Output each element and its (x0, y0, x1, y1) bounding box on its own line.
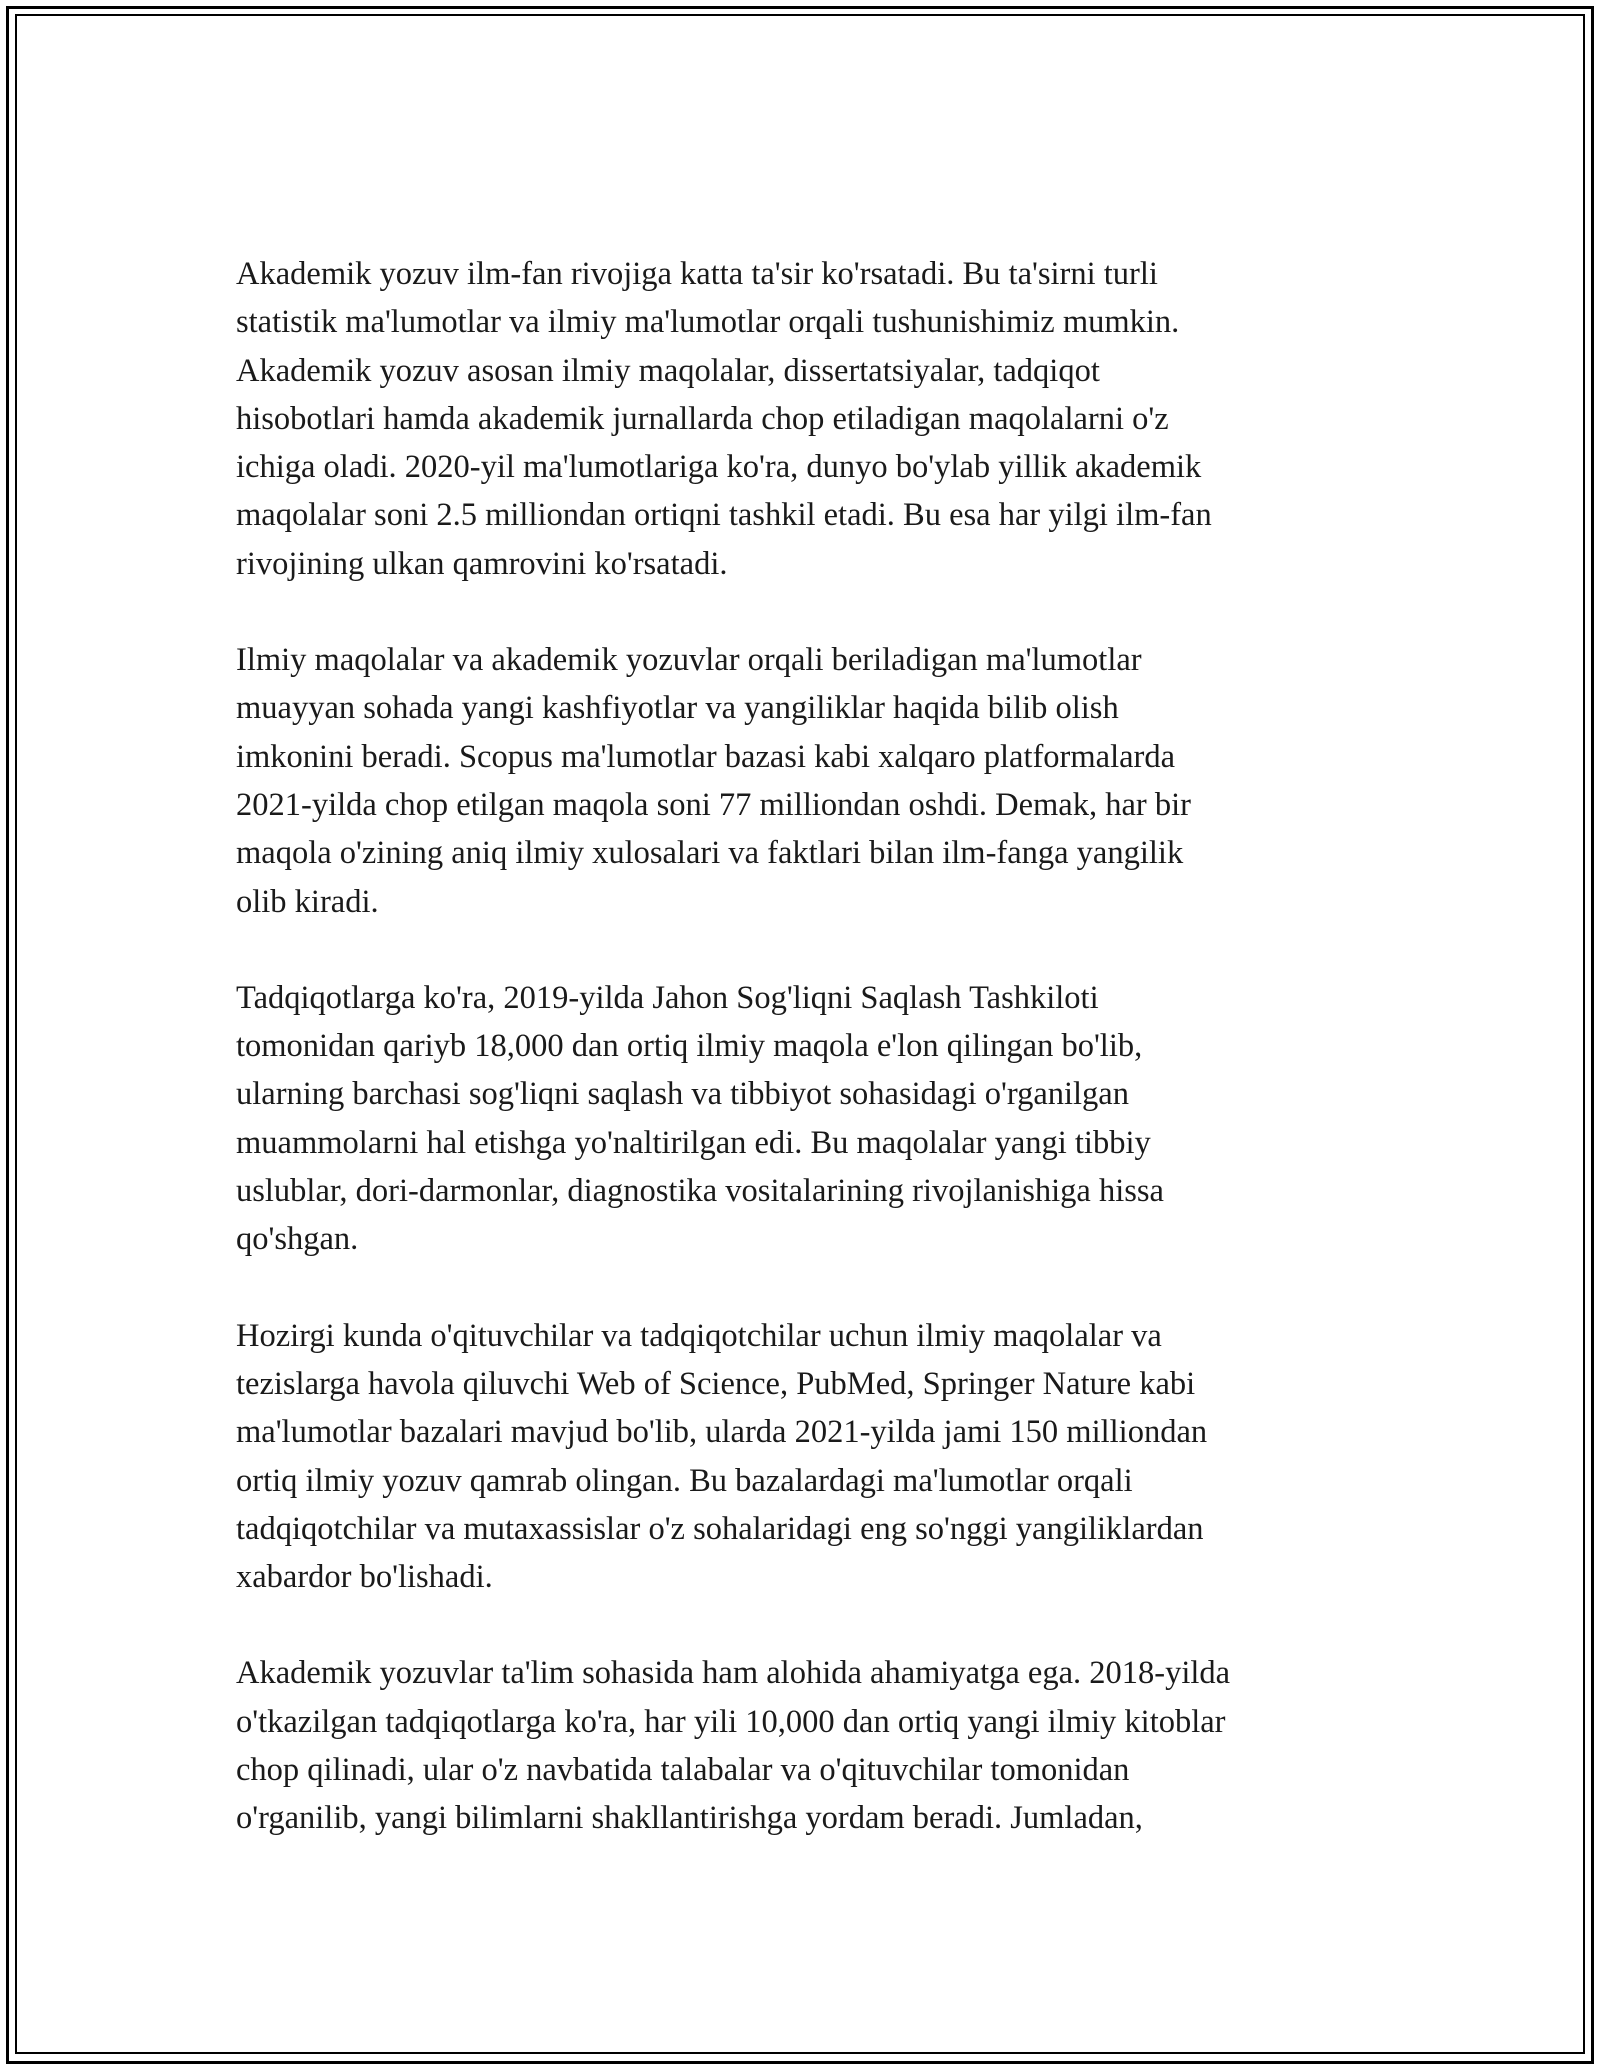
paragraph-2: Ilmiy maqolalar va akademik yozuvlar orqali beriladigan ma'lumotlar muayyan sohada yangi kashfiyotlar va yangiliklar haqida bilib olish imkonini beradi. Scopus ma'lumotlar bazasi kabi xalqaro platformalarda 2021-yilda chop etilgan maqola soni 77 milliondan oshdi. Demak, har bir maqola o'zining aniq ilmiy xulosalari va faktlari bilan ilm-fanga yangilik olib kiradi. (236, 642, 1191, 920)
document-body (236, 250, 1386, 1891)
paragraph-3: Tadqiqotlarga ko'ra, 2019-yilda Jahon Sog'liqni Saqlash Tashkiloti tomonidan qariyb 18,000 dan ortiq ilmiy maqola e'lon qilingan bo'lib, ularning barchasi sog'liqni saqlash va tibbiyot sohasidagi o'rganilgan muammolarni hal etishga yo'naltirilgan edi. Bu maqolalar yangi tibbiy uslublar, dori-darmonlar, diagnostika vositalarining rivojlanishiga hissa qo'shgan. (236, 979, 1164, 1258)
paragraph-4: Hozirgi kunda o'qituvchilar va tadqiqotchilar uchun ilmiy maqolalar va tezislarga havola qiluvchi Web of Science, PubMed, Springer Nature kabi ma'lumotlar bazalari mavjud bo'lib, ularda 2021-yilda jami 150 milliondan ortiq ilmiy yozuv qamrab olingan. Bu bazalardagi ma'lumotlar orqali tadqiqotchilar va mutaxassislar o'z sohalaridagi eng so'nggi yangiliklardan xabardor bo'lishadi. (236, 1317, 1208, 1596)
paragraph-1: Akademik yozuv ilm-fan rivojiga katta ta'sir ko'rsatadi. Bu ta'sirni turli statistik ma'lumotlar va ilmiy ma'lumotlar orqali tushunishimiz mumkin. Akademik yozuv asosan ilmiy maqolalar, dissertatsiyalar, tadqiqot hisobotlari hamda akademik jurnallarda chop etiladigan maqolalarni o'z ichiga oladi. 2020-yil ma'lumotlariga ko'ra, dunyo bo'ylab yillik akademik maqolalar soni 2.5 milliondan ortiqni tashkil etadi. Bu esa har yilgi ilm-fan rivojining ulkan qamrovini ko'rsatadi. (236, 256, 1212, 582)
paragraph-5: Akademik yozuvlar ta'lim sohasida ham alohida ahamiyatga ega. 2018-yilda o'tkazilgan tadqiqotlarga ko'ra, har yili 10,000 dan ortiq yangi ilmiy kitoblar chop qilinadi, ular o'z navbatida talabalar va o'qituvchilar tomonidan o'rganilib, yangi bilimlarni shakllantirishga yordam beradi. Jumladan, (236, 1655, 1231, 1837)
